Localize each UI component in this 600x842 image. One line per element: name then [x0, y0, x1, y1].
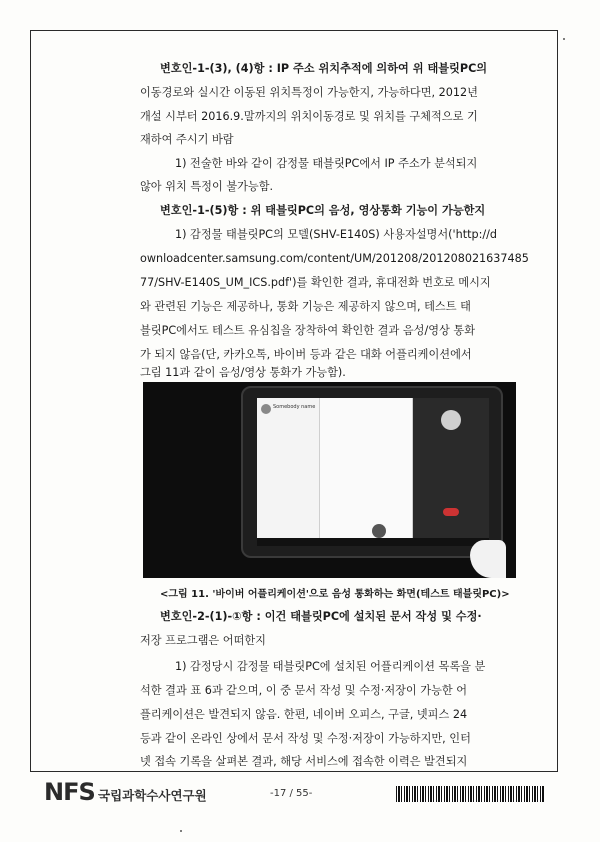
- photo-glare: [470, 540, 506, 578]
- text-line: 1) 감정당시 감정물 태블릿PC에 설치된 어플리케이션 목록을 분: [175, 660, 486, 673]
- contact-list-pane: [257, 398, 320, 538]
- text-line: ownloadcenter.samsung.com/content/UM/201208/201208021637485: [140, 252, 529, 265]
- nav-bar: [257, 538, 489, 546]
- text-line: 1) 감정물 태블릿PC의 모델(SHV-E140S) 사용자설명서('http://d: [175, 228, 497, 241]
- text-line: 이동경로와 실시간 이동된 위치특정이 가능한지, 가능하다면, 2012년: [140, 86, 478, 99]
- contact-name: Somebody name: [273, 404, 316, 410]
- text-line: 1) 전술한 바와 같이 감정물 태블릿PC에서 IP 주소가 분석되지: [175, 157, 478, 170]
- compose-button: [372, 524, 386, 538]
- tablet-screen: [257, 398, 489, 546]
- figure-caption: <그림 11. '바이버 어플리케이션'으로 음성 통화하는 화면(테스트 태블릿PC)>: [160, 589, 510, 600]
- barcode: [396, 786, 544, 802]
- text-line: 않아 위치 특정이 불가능함.: [140, 180, 274, 193]
- text-line: 가 되지 않음(단, 카카오톡, 바이버 등과 같은 대화 어플리케이션에서: [140, 348, 472, 361]
- scan-speck: [180, 830, 182, 832]
- text-line: 저장 프로그램은 어떠한지: [140, 634, 266, 647]
- scan-speck: [563, 38, 565, 40]
- text-line: 변호인-1-(5)항 : 위 태블릿PC의 음성, 영상통화 기능이 가능한지: [160, 204, 486, 217]
- text-line: 변호인-2-(1)-①항 : 이건 태블릿PC에 설치된 문서 작성 및 수정·: [160, 610, 482, 623]
- org-name: 국립과학수사연구원: [98, 788, 207, 803]
- text-line: 석한 결과 표 6과 같으며, 이 중 문서 작성 및 수정·저장이 가능한 어: [140, 684, 468, 697]
- text-line: 와 관련된 기능은 제공하나, 통화 기능은 제공하지 않으며, 테스트 태: [140, 300, 471, 313]
- call-pane: [413, 398, 489, 538]
- text-line: 변호인-1-(3), (4)항 : IP 주소 위치추적에 의하여 위 태블릿PC의: [160, 62, 488, 75]
- caller-avatar: [441, 410, 461, 430]
- text-line: 그림 11과 같이 음성/영상 통화가 가능함).: [140, 366, 346, 379]
- end-call-icon: [443, 508, 459, 516]
- text-line: 블릿PC에서도 테스트 유심칩을 장착하여 확인한 결과 음성/영상 통화: [140, 324, 476, 337]
- chat-pane: [320, 398, 413, 538]
- avatar: [261, 404, 271, 414]
- tablet-photo: [143, 382, 516, 578]
- text-line: 재하여 주시기 바람: [140, 133, 234, 146]
- tablet-device: [241, 386, 503, 558]
- text-line: 개설 시부터 2016.9.말까지의 위치이동경로 및 위치를 구체적으로 기: [140, 110, 478, 123]
- page-number: -17 / 55-: [270, 788, 313, 799]
- text-line: 등과 같이 온라인 상에서 문서 작성 및 수정·저장이 가능하지만, 인터: [140, 732, 471, 745]
- text-line: 넷 접속 기록을 살펴본 결과, 해당 서비스에 접속한 이력은 발견되지: [140, 755, 468, 768]
- nfs-logo: NFS: [44, 778, 95, 806]
- text-line: 77/SHV-E140S_UM_ICS.pdf')를 확인한 결과, 휴대전화 번호로 메시지: [140, 276, 491, 289]
- text-line: 플리케이션은 발견되지 않음. 한편, 네이버 오피스, 구글, 넷피스 24: [140, 708, 468, 721]
